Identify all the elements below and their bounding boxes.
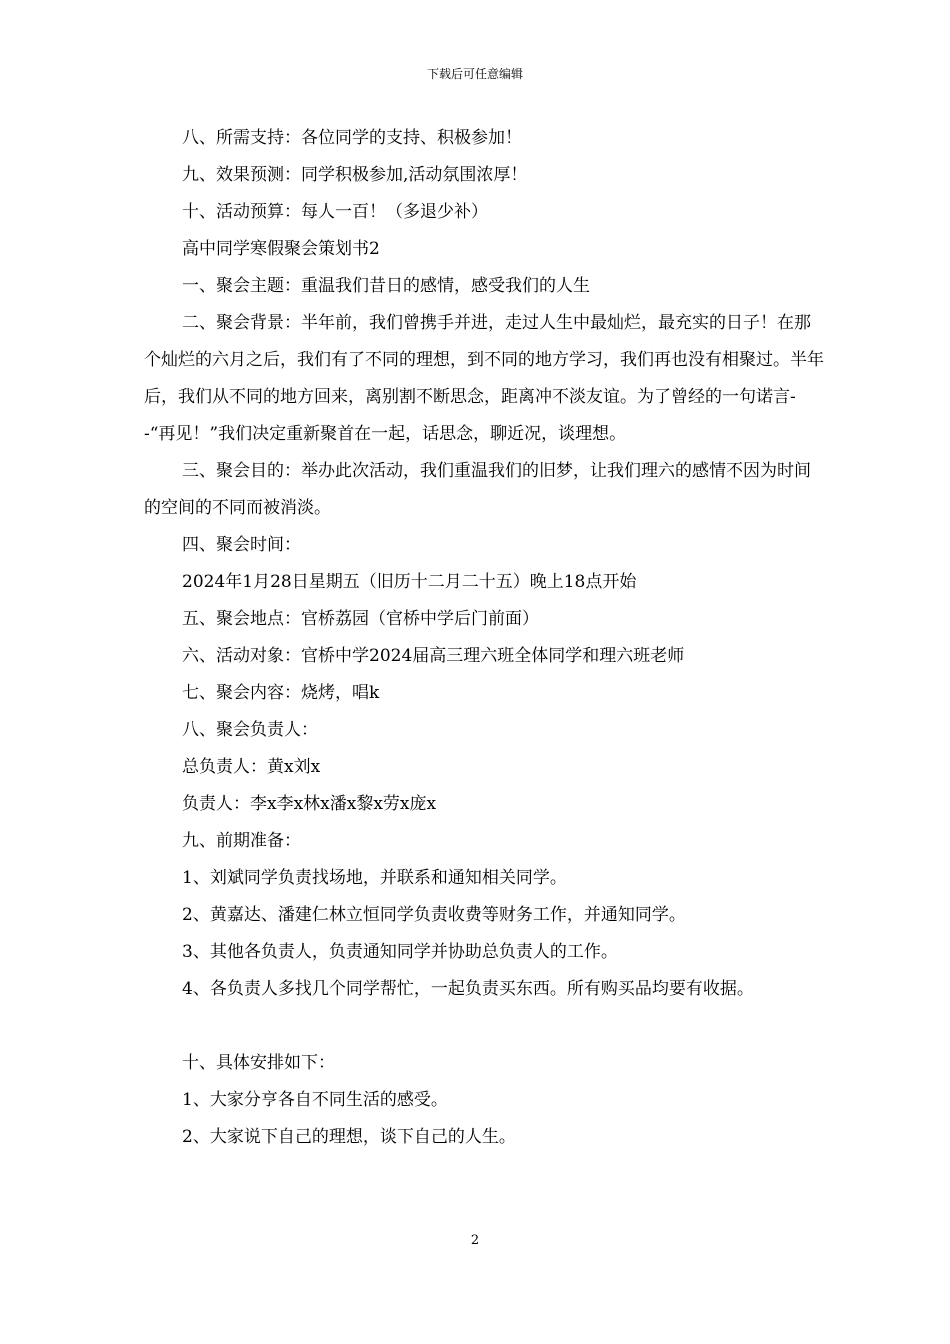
paragraph: 负责人：李x李x林x潘x黎x劳x庞x	[182, 794, 437, 814]
page-header: 下载后可任意编辑	[426, 67, 523, 81]
paragraph: 五、聚会地点：官桥荔园（官桥中学后门前面）	[182, 609, 539, 629]
list-item: 2、黄嘉达、潘建仁林立恒同学负责收费等财务工作，并通知同学。	[182, 905, 686, 925]
list-item: 2、大家说下自己的理想，谈下自己的人生。	[182, 1127, 516, 1147]
paragraph: 八、所需支持：各位同学的支持、积极参加！	[182, 128, 522, 148]
paragraph: 六、活动对象：官桥中学2024届高三理六班全体同学和理六班老师	[182, 646, 685, 666]
list-item: 3、其他各负责人，负责通知同学并协助总负责人的工作。	[182, 942, 618, 962]
list-item: 4、各负责人多找几个同学帮忙，一起负责买东西。所有购买品均要有收据。	[182, 979, 754, 999]
paragraph: 十、具体安排如下：	[182, 1053, 335, 1073]
paragraph: 九、效果预测：同学积极参加,活动氛围浓厚！	[182, 165, 528, 185]
paragraph: 2024年1月28日星期五（旧历十二月二十五）晚上18点开始	[182, 572, 637, 592]
blank-line	[144, 1008, 824, 1045]
paragraph: 八、聚会负责人：	[182, 720, 318, 740]
document-body	[144, 120, 824, 1156]
section-title: 高中同学寒假聚会策划书2	[182, 239, 380, 259]
paragraph: 十、活动预算：每人一百！（多退少补）	[182, 202, 488, 222]
list-item: 1、刘斌同学负责找场地，并联系和通知相关同学。	[182, 868, 567, 888]
paragraph: 一、聚会主题：重温我们昔日的感情，感受我们的人生	[182, 276, 590, 296]
paragraph: 九、前期准备：	[182, 831, 301, 851]
paragraph: 四、聚会时间：	[182, 535, 301, 555]
paragraph: 三、聚会目的：举办此次活动，我们重温我们的旧梦，让我们理六的感情不因为时间的空间的不同而被消淡。	[144, 461, 811, 518]
page-number: 2	[470, 1233, 480, 1248]
paragraph: 二、聚会背景：半年前，我们曾携手并进，走过人生中最灿烂，最充实的日子！在那个灿烂的六月之后，我们有了不同的理想，到不同的地方学习，我们再也没有相聚过。半年后，我们从不同的地方回来，离别割不断思念，距离冲不淡友谊。为了曾经的一句诺言--“再见！”我们决定重新聚首在一起，话思念，聊近况，谈理想。	[144, 313, 824, 444]
list-item: 1、大家分亨各自不同生活的感受。	[182, 1090, 448, 1110]
paragraph: 七、聚会内容：烧烤，唱k	[182, 683, 380, 703]
paragraph: 总负责人：黄x刘x	[182, 757, 321, 777]
